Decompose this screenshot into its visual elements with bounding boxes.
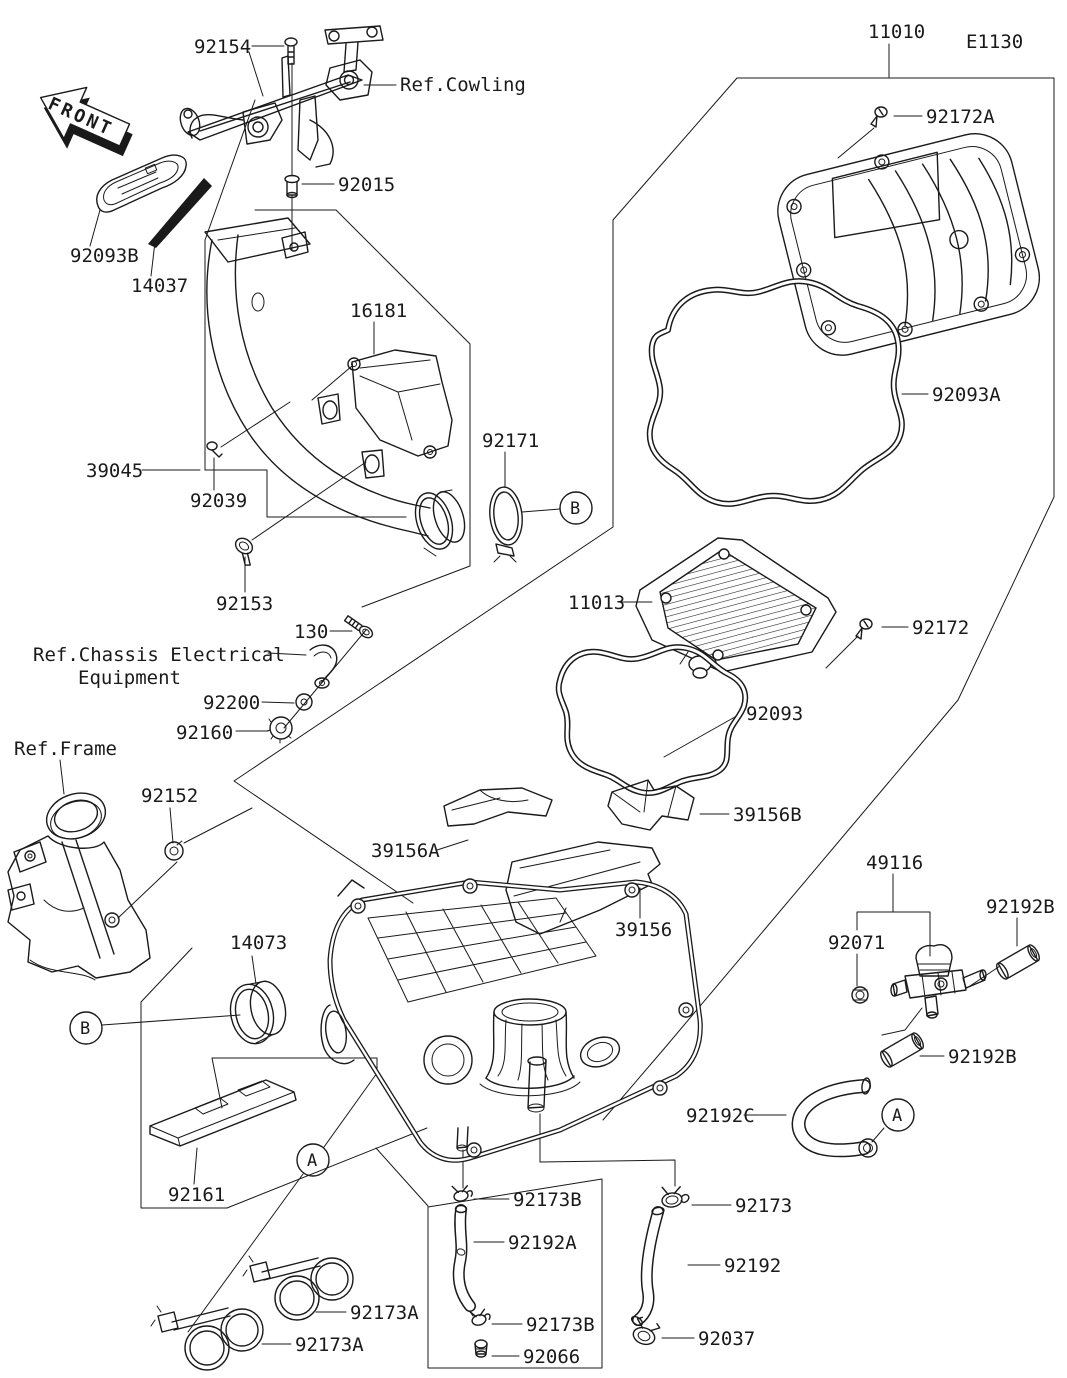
view-marker-a-housing — [297, 1144, 329, 1176]
grommet-92071 — [852, 987, 868, 1003]
part-label-92173b-upper: 92173B — [513, 1189, 582, 1211]
part-label-92192b-upper: 92192B — [986, 896, 1055, 918]
part-label-11013: 11013 — [568, 592, 626, 614]
tube-92192b-lower — [878, 1031, 925, 1069]
hose-92192c — [799, 1078, 877, 1157]
part-label-11010: 11010 — [868, 21, 926, 43]
ref-label-cowling: Ref.Cowling — [400, 74, 526, 96]
element-gasket-92093 — [559, 647, 746, 793]
part-label-92173: 92173 — [735, 1195, 793, 1217]
part-label-92192c: 92192C — [686, 1105, 755, 1127]
part-label-92161: 92161 — [168, 1184, 226, 1206]
part-label-39156: 39156 — [615, 919, 673, 941]
damper-92160 — [267, 717, 292, 743]
part-label-92173a-upper: 92173A — [350, 1302, 419, 1324]
part-label-39045: 39045 — [86, 460, 144, 482]
needle-gauge-14037 — [148, 178, 212, 248]
part-label-92172: 92172 — [912, 617, 970, 639]
part-label-39156b: 39156B — [733, 804, 802, 826]
view-marker-b-holder — [70, 1012, 102, 1044]
part-label-92160: 92160 — [176, 722, 234, 744]
screw-92154 — [285, 38, 297, 64]
ref-label-chassis-electrical-line1: Ref.Chassis Electrical — [33, 644, 285, 666]
cover-gasket-92093a — [650, 281, 902, 504]
part-label-92192a: 92192A — [508, 1232, 577, 1254]
view-marker-b-duct — [560, 492, 592, 524]
part-label-92192: 92192 — [724, 1255, 782, 1277]
part-label-92172a: 92172A — [926, 106, 995, 128]
part-label-92093: 92093 — [746, 703, 804, 725]
hose-92192 — [630, 1207, 664, 1328]
page-code: E1130 — [966, 31, 1024, 53]
screw-92153 — [228, 535, 261, 567]
part-label-39156a: 39156A — [371, 840, 440, 862]
air-cleaner-cover-11010 — [770, 125, 1048, 364]
part-label-92154: 92154 — [194, 36, 252, 58]
screw-92172a — [871, 107, 887, 127]
part-label-92071: 92071 — [828, 932, 886, 954]
plug-92066 — [475, 1340, 487, 1357]
part-label-130: 130 — [294, 621, 329, 643]
part-label-92192b-lower: 92192B — [948, 1046, 1017, 1068]
ref-label-frame: Ref.Frame — [14, 738, 117, 760]
part-label-92093b: 92093B — [70, 245, 139, 267]
resonator-16181 — [348, 350, 452, 458]
part-label-92173b-lower: 92173B — [526, 1314, 595, 1336]
pad-39156a — [444, 788, 552, 826]
tube-92192b-upper — [994, 943, 1041, 981]
bolt-92015 — [285, 176, 299, 198]
rivet-92039 — [207, 442, 222, 457]
front-direction-arrow — [26, 72, 142, 171]
part-label-92152: 92152 — [141, 785, 199, 807]
part-label-92037: 92037 — [698, 1328, 756, 1350]
part-label-92093a: 92093A — [932, 384, 1001, 406]
part-label-92173a-lower: 92173A — [295, 1334, 364, 1356]
view-marker-b-holder-label: B — [80, 1019, 91, 1039]
bolt-130 — [343, 614, 374, 640]
pad-39156b — [608, 780, 694, 830]
view-marker-b-duct-label: B — [570, 499, 581, 519]
grommet-92152 — [165, 841, 183, 860]
part-label-49116: 49116 — [866, 852, 924, 874]
front-label: FRONT — [44, 93, 117, 141]
part-label-92200: 92200 — [203, 692, 261, 714]
air-filter-element-11013 — [636, 538, 836, 678]
duct-holder-14073 — [225, 978, 290, 1048]
view-marker-a-hose-label: A — [892, 1106, 903, 1126]
part-label-92171: 92171 — [482, 430, 540, 452]
seal-92093b — [97, 155, 186, 212]
part-label-14073: 14073 — [230, 932, 288, 954]
ref-label-chassis-electrical-line2: Equipment — [78, 667, 181, 689]
frame-section — [8, 786, 150, 980]
part-label-92039: 92039 — [190, 490, 248, 512]
pad-92161 — [150, 1080, 296, 1146]
view-marker-a-hose — [882, 1099, 914, 1131]
air-switch-valve-49116 — [891, 945, 986, 1018]
part-label-16181: 16181 — [350, 300, 408, 322]
part-label-14037: 14037 — [131, 275, 189, 297]
part-label-92015: 92015 — [338, 174, 396, 196]
part-label-92066: 92066 — [523, 1346, 581, 1368]
washer-92200 — [296, 694, 312, 710]
part-label-92153: 92153 — [216, 593, 274, 615]
wire-clamp-92173 — [660, 1184, 690, 1209]
view-marker-a-housing-label: A — [307, 1151, 318, 1171]
hose-92192a — [456, 1206, 471, 1307]
hose-clamp-92171 — [487, 485, 525, 562]
